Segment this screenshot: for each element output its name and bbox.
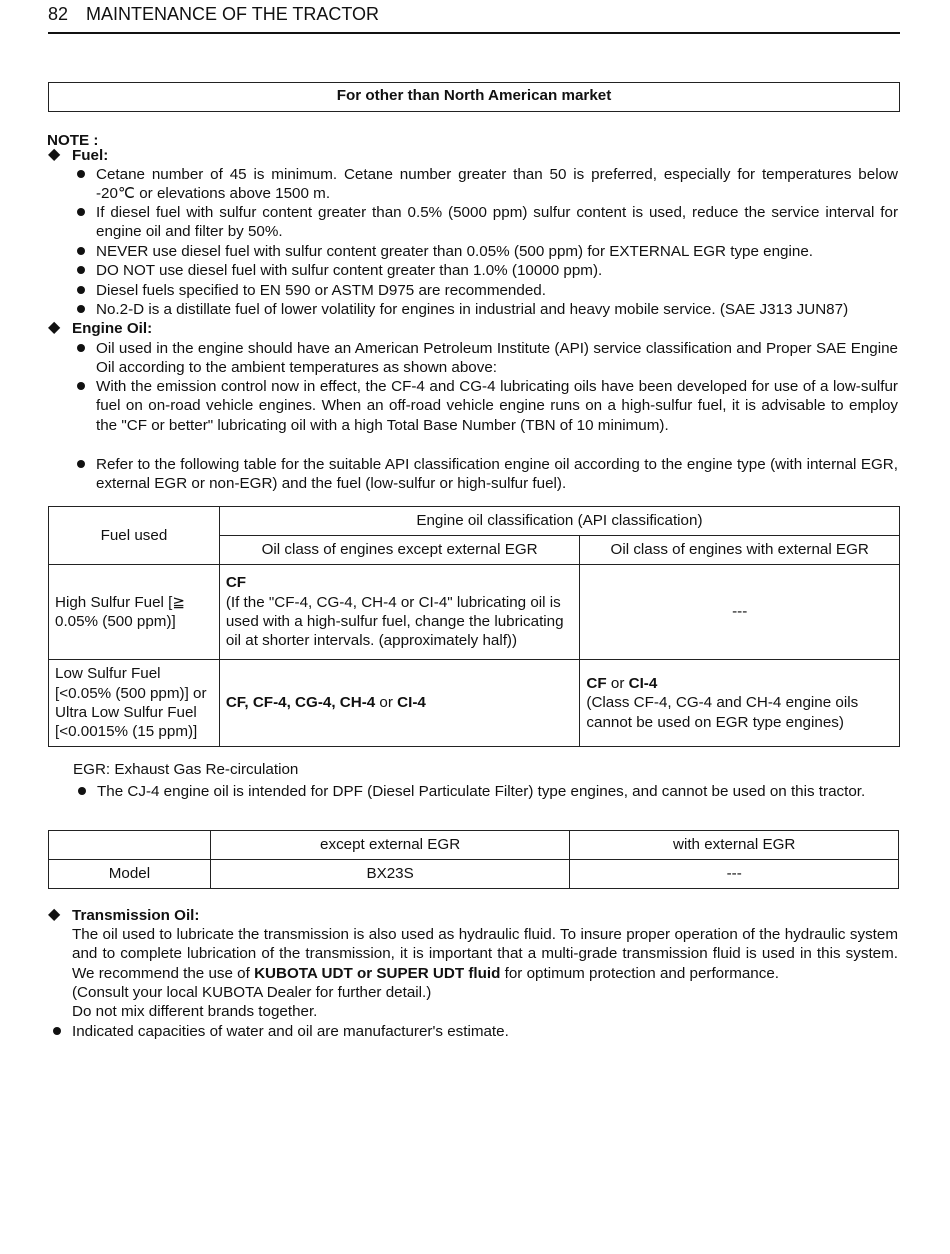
fuel-bullet-1: Cetane number of 45 is minimum. Cetane number greater than 50 is preferred, especially for temperatures below -20℃ or elevations above 1500 m. [96, 166, 898, 203]
bullet-icon [77, 208, 85, 216]
empty-header-cell [49, 831, 211, 860]
oil-class-code: CF, CF-4, CG-4, CH-4 [225, 694, 376, 712]
oil-class-code: CF [225, 574, 247, 592]
fuel-bullet-6: No.2-D is a distillate fuel of lower volatility for engines in industrial and heavy mobile service. (SAE J313 JUN87) [96, 301, 849, 318]
page-number: 82 [48, 4, 69, 24]
low-sulfur-with-cell [580, 660, 900, 747]
bullet-icon [77, 247, 85, 255]
model-table [48, 830, 899, 889]
diamond-bullet-icon: ◆ [48, 146, 61, 163]
engine-oil-heading: Engine Oil: [72, 320, 153, 337]
capacities-note: Indicated capacities of water and oil are manufacturer's estimate. [72, 1023, 509, 1040]
kubota-fluid-name: KUBOTA UDT or SUPER UDT fluid [254, 964, 501, 982]
transmission-text: The oil used to lubricate the transmission is also used as hydraulic fluid. To insure proper operation of the hydraulic system and to complete lubrication of the transmission, it is important that a multi-grade transmission fluid is used in this system. We recommend the use of [72, 926, 898, 982]
table-row [49, 660, 900, 747]
bullet-icon [77, 266, 85, 274]
engine-oil-classification-header: Engine oil classification (API classification) [219, 507, 899, 536]
high-sulfur-except-cell [219, 565, 580, 660]
fuel-bullet-2: If diesel fuel with sulfur content greater than 0.5% (5000 ppm) sulfur content is used, reduce the service interval for engine oil and filter by 50%. [96, 204, 898, 241]
fuel-used-header: Fuel used [49, 507, 220, 565]
engine-oil-bullet-2: With the emission control now in effect, the CF-4 and CG-4 lubricating oils have been developed for use of a low-sulfur fuel on on-road vehicle engines. When an off-road vehicle engine runs on a high-sulfur fuel, it is advisable to employ the "CF or better" lubricating oil with a high Total Base Number (TBN of 10 minimum). [96, 378, 898, 434]
transmission-heading: Transmission Oil: [72, 907, 200, 924]
diamond-bullet-icon: ◆ [48, 319, 61, 336]
with-external-egr-header: with external EGR [570, 831, 899, 860]
bullet-icon [78, 787, 86, 795]
section-title: MAINTENANCE OF THE TRACTOR [86, 4, 380, 24]
bullet-icon [77, 286, 85, 294]
model-label: Model [49, 860, 211, 889]
oil-class-code: CI-4 [397, 694, 426, 712]
except-external-egr-header: except external EGR [210, 831, 570, 860]
bullet-icon [77, 344, 85, 352]
bullet-icon [77, 382, 85, 390]
consult-dealer-note: (Consult your local KUBOTA Dealer for further detail.) [72, 984, 432, 1001]
bullet-icon [77, 460, 85, 468]
low-sulfur-fuel-cell: Low Sulfur Fuel [<0.05% (500 ppm)] or Ultra Low Sulfur Fuel [<0.0015% (15 ppm)] [49, 660, 220, 747]
model-with-value: --- [570, 860, 899, 889]
except-external-egr-header: Oil class of engines except external EGR [219, 536, 580, 565]
with-external-egr-header: Oil class of engines with external EGR [580, 536, 900, 565]
cj4-note: The CJ-4 engine oil is intended for DPF (Diesel Particulate Filter) type engines, and cannot be used on this tractor. [97, 783, 866, 800]
fuel-bullet-4: DO NOT use diesel fuel with sulfur content greater than 1.0% (10000 ppm). [96, 262, 603, 279]
fuel-bullet-5: Diesel fuels specified to EN 590 or ASTM D975 are recommended. [96, 282, 546, 299]
oil-class-note: (Class CF-4, CG-4 and CH-4 engine oils cannot be used on EGR type engines) [586, 694, 859, 731]
table-row [49, 860, 899, 889]
note-label: NOTE : [47, 132, 99, 149]
high-sulfur-with-cell: --- [580, 565, 900, 660]
page-header [48, 3, 900, 34]
bullet-icon [77, 305, 85, 313]
fuel-heading: Fuel: [72, 147, 109, 164]
oil-class-code: CI-4 [628, 674, 658, 692]
engine-oil-bullet-3: Refer to the following table for the suitable API classification engine oil according to the engine type (with internal EGR, external EGR or non-EGR) and the fuel (low-sulfur or high-sulfur fuel). [96, 456, 898, 493]
bullet-icon [53, 1027, 61, 1035]
or-text: or [606, 674, 629, 692]
model-except-value: BX23S [210, 860, 570, 889]
table-row [49, 565, 900, 660]
table-row [49, 831, 899, 860]
diamond-bullet-icon: ◆ [48, 906, 61, 923]
fuel-bullet-3: NEVER use diesel fuel with sulfur content greater than 0.05% (500 ppm) for EXTERNAL EGR type engine. [96, 243, 813, 260]
low-sulfur-except-cell [219, 660, 580, 747]
egr-note: EGR: Exhaust Gas Re-circulation [73, 761, 299, 778]
transmission-paragraph [72, 925, 898, 983]
or-text: or [375, 694, 398, 712]
high-sulfur-fuel-cell: High Sulfur Fuel [≧ 0.05% (500 ppm)] [49, 565, 220, 660]
transmission-text-end: for optimum protection and performance. [500, 964, 779, 982]
no-mix-note: Do not mix different brands together. [72, 1003, 318, 1020]
oil-class-code: CF [586, 674, 607, 692]
engine-oil-bullet-1: Oil used in the engine should have an American Petroleum Institute (API) service classification and Proper SAE Engine Oil according to the ambient temperatures as shown above: [96, 340, 898, 377]
market-banner: For other than North American market [48, 82, 900, 112]
table-row [49, 507, 900, 536]
oil-class-note: (If the "CF-4, CG-4, CH-4 or CI-4" lubricating oil is used with a high-sulfur fuel, change the lubricating oil at shorter intervals. (approximately half)) [225, 593, 564, 650]
bullet-icon [77, 170, 85, 178]
oil-classification-table [48, 506, 900, 747]
